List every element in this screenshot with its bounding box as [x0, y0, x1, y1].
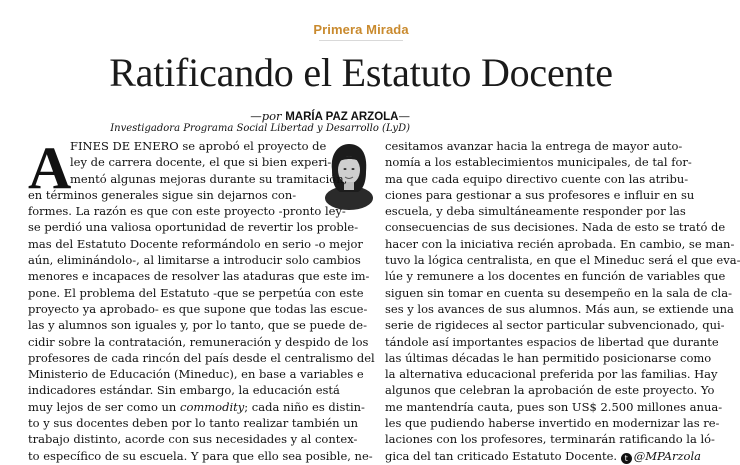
text-line: ciones para gestionar a sus profesores e influir en su [385, 187, 695, 202]
article-column-left [28, 135, 375, 464]
author-affiliation: Investigadora Programa Social Libertad y Desarrollo (LyD) [110, 123, 410, 134]
text-line: to y sus docentes deben por lo tanto realizar también un [28, 416, 359, 431]
byline-prefix: —por [250, 109, 286, 123]
text-line: profesores de cada rincón del país desde el centralismo del [28, 350, 375, 365]
text-line: cesitamos avanzar hacia la entrega de mayor auto- [385, 139, 683, 153]
text-line: indicadores estándar. Sin embargo, la educación está [28, 383, 340, 398]
text-line: serie de rigideces al sector particular subvencionado, qui- [385, 318, 725, 333]
text-line: lúe y remunere a los docentes en función de variables que [385, 269, 726, 284]
text-line: laciones con los profesores, terminarán ratificando la ló- [385, 432, 715, 447]
section-divider [319, 40, 403, 41]
text-line: muy lejos de ser como un commodity; cada niño es distin- [28, 399, 365, 414]
text-line: gica del tan criticado Estatuto Docente. [385, 448, 618, 463]
twitter-handle: @MPArzola [633, 448, 702, 463]
article-title: Ratificando el Estatuto Docente [109, 50, 613, 95]
text-line: aún, eliminándolo-, al limitarse a introducir solo cambios [28, 253, 361, 268]
byline-suffix: — [398, 109, 410, 123]
text-line: ma que cada equipo directivo cuente con las atribu- [385, 171, 689, 186]
text-line: consecuencias de sus decisiones. Nada de esto se trató de [385, 220, 726, 235]
text-line: las últimas décadas le han permitido posicionarse como [385, 350, 712, 365]
text-line: las y alumnos son iguales y, por lo tanto, que se puede de- [28, 318, 367, 333]
article-column-right [385, 138, 740, 464]
text-line: me mantendría cauta, pues son US$ 2.500 millones anua- [385, 399, 723, 414]
text-line: to específico de su escuela. Y para que ello sea posible, ne- [28, 448, 373, 463]
text-line: en términos generales sigue sin dejarnos con- [28, 187, 297, 202]
text-line: hacer con la iniciativa recién aprobada. En cambio, se man- [385, 236, 735, 251]
byline [250, 109, 410, 123]
text-line: les que pudiendo haberse invertido en modernizar las re- [385, 416, 720, 431]
text-line: menores e incapaces de resolver las ataduras que este im- [28, 269, 370, 284]
text-line: nomía a los establecimientos municipales, de tal for- [385, 155, 692, 170]
twitter-icon: t [621, 453, 632, 464]
drop-cap: A [28, 135, 72, 201]
last-line [385, 448, 702, 464]
text-line: algunos que celebran la aprobación de este proyecto. Yo [385, 383, 715, 398]
text-line: se perdió una valiosa oportunidad de revertir los proble- [28, 220, 359, 235]
text-line: mentó algunas mejoras durante su tramitación, [70, 171, 348, 186]
text-line: la alternativa educacional preferida por las familias. Hay [385, 367, 718, 382]
text-line: pone. El problema del Estatuto -que se perpetúa con este [28, 285, 364, 300]
text-line: tuvo la lógica centralista, en que el Mineduc será el que eva- [385, 253, 740, 268]
text-line: formes. La razón es que con este proyecto -pronto ley- [28, 204, 346, 219]
text-line: mas del Estatuto Docente reformándolo en serio -o mejor [28, 236, 363, 251]
text-line: escuela, y deba simultáneamente responder por las [385, 204, 686, 219]
text-line: ley de carrera docente, el que si bien experi- [70, 155, 332, 170]
text-line: Ministerio de Educación (Mineduc), en base a variables e [28, 367, 364, 382]
text-line: siguen sin tomar en cuenta su desempeño en la sala de cla- [385, 285, 732, 300]
text-line: cidir sobre la contratación, remuneración y despido de los [28, 334, 369, 349]
text-line: ses y los avances de sus alumnos. Más aun, se extiende una [385, 301, 734, 316]
text-line: tándole así importantes espacios de libertad que durante [385, 334, 719, 349]
text-line: FINES DE ENERO se aprobó el proyecto de [70, 139, 327, 153]
text-line: trabajo distinto, acorde con sus necesidades y al contex- [28, 432, 358, 447]
text-line: proyecto ya aprobado- es que supone que todas las escue- [28, 301, 368, 316]
section-label: Primera Mirada [313, 22, 409, 37]
author-name: MARÍA PAZ ARZOLA [285, 111, 399, 123]
